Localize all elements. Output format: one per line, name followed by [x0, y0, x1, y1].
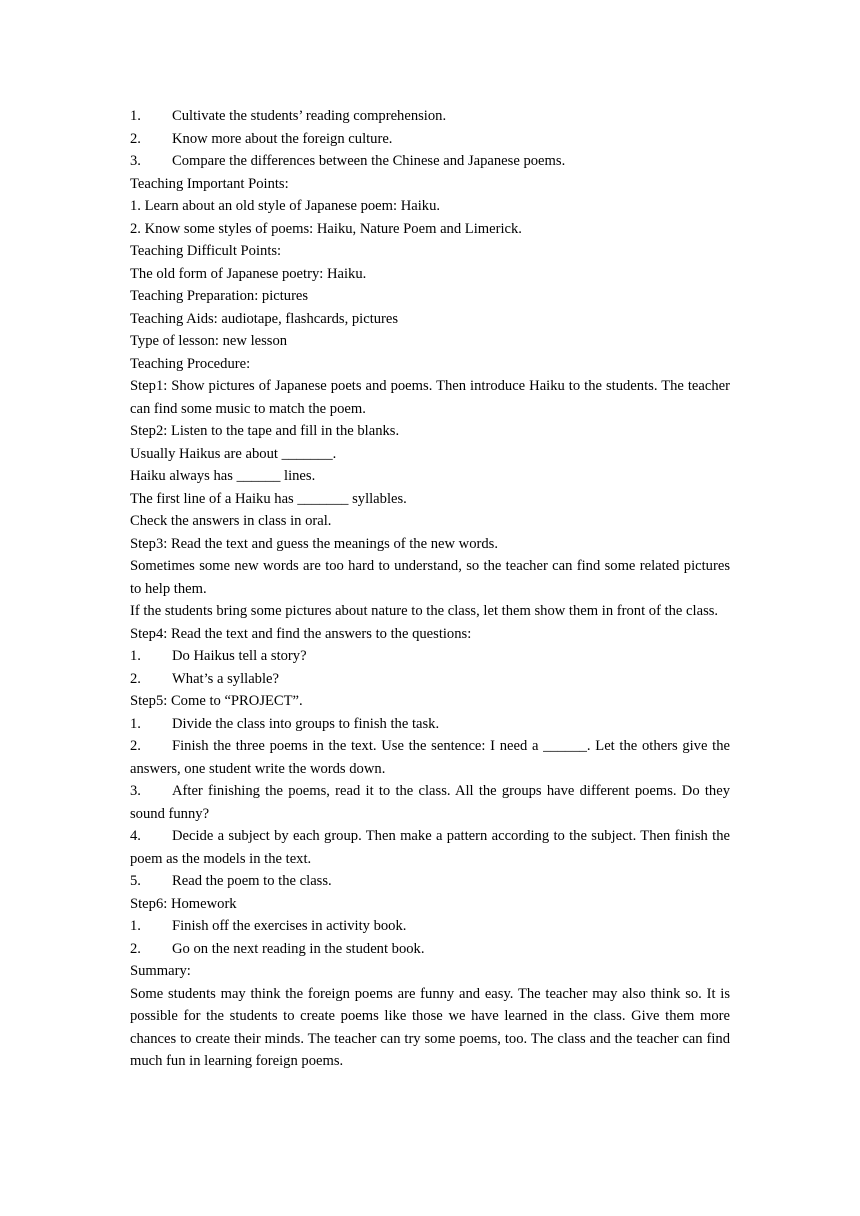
project-item	[130, 825, 730, 870]
item-text: Cultivate the students’ reading comprehension.	[172, 108, 447, 124]
step1-text: Step1: Show pictures of Japanese poets and poems. Then introduce Haiku to the students. The teacher can find some music to match the poem.	[130, 378, 730, 417]
item-number: 2.	[130, 130, 141, 147]
step2-check: Check the answers in class in oral.	[130, 513, 332, 529]
important-points-heading: Teaching Important Points:	[130, 175, 289, 192]
project-item	[130, 780, 730, 825]
summary-heading: Summary:	[130, 963, 191, 979]
step4-title: Step4: Read the text and find the answers to the questions:	[130, 625, 472, 642]
item-number: 1.	[130, 918, 141, 934]
lesson-type: Type of lesson: new lesson	[130, 333, 288, 349]
item-text: Go on the next reading in the student book.	[172, 940, 425, 957]
homework-item	[130, 915, 730, 938]
item-text: Finish the three poems in the text. Use the sentence: I need a ______. Let the others give the answers, one student write the words down.	[130, 738, 730, 777]
blank-sentence: The first line of a Haiku has _______ syllables.	[130, 490, 407, 507]
step3-paragraph: If the students bring some pictures about nature to the class, let them show them in front of the class.	[130, 603, 719, 619]
item-number: 4.	[130, 828, 141, 844]
question-item	[130, 645, 730, 668]
important-point: 2. Know some styles of poems: Haiku, Nature Poem and Limerick.	[130, 220, 522, 237]
teaching-preparation: Teaching Preparation: pictures	[130, 288, 309, 304]
item-number: 1.	[130, 108, 141, 124]
item-text: Do Haikus tell a story?	[172, 648, 307, 664]
blank-sentence: Haiku always has ______ lines.	[130, 468, 316, 484]
item-number: 1.	[130, 715, 141, 732]
item-number: 2.	[130, 738, 141, 754]
item-text: Decide a subject by each group. Then make a pattern according to the subject. Then finish the poem as the models in the text.	[130, 828, 730, 867]
item-number: 3.	[130, 153, 141, 169]
blank-sentence: Usually Haikus are about _______.	[130, 445, 337, 462]
summary-paragraph: Some students may think the foreign poems are funny and easy. The teacher may also think so. It is possible for the students to create poems like those we have learned in the class. Give them more chances to create their minds. The teacher can try some poems, too. The class and the teacher can find much fun in learning foreign poems.	[130, 985, 730, 1069]
difficult-points-heading: Teaching Difficult Points:	[130, 243, 282, 259]
question-item	[130, 668, 730, 691]
item-number: 2.	[130, 670, 141, 687]
item-text: Divide the class into groups to finish the task.	[172, 715, 440, 732]
step2-title: Step2: Listen to the tape and fill in the blanks.	[130, 423, 400, 439]
item-text: After finishing the poems, read it to the class. All the groups have different poems. Do they sound funny?	[130, 783, 730, 822]
item-text: Compare the differences between the Chinese and Japanese poems.	[172, 153, 566, 169]
step3-paragraph: Sometimes some new words are too hard to understand, so the teacher can find some related pictures to help them.	[130, 558, 730, 597]
item-text: Finish off the exercises in activity book.	[172, 918, 407, 934]
objective-item	[130, 128, 730, 151]
objective-item	[130, 150, 730, 173]
objective-item	[130, 105, 730, 128]
item-number: 1.	[130, 648, 141, 664]
item-text: Read the poem to the class.	[172, 873, 332, 889]
item-text: What’s a syllable?	[172, 670, 279, 687]
document-page	[130, 105, 730, 1073]
project-item	[130, 713, 730, 736]
homework-item	[130, 938, 730, 961]
teaching-aids: Teaching Aids: audiotape, flashcards, pictures	[130, 310, 399, 327]
project-item	[130, 870, 730, 893]
difficult-point: The old form of Japanese poetry: Haiku.	[130, 265, 367, 282]
item-text: Know more about the foreign culture.	[172, 130, 393, 147]
project-item	[130, 735, 730, 780]
item-number: 5.	[130, 873, 141, 889]
procedure-heading: Teaching Procedure:	[130, 355, 251, 372]
step6-title: Step6: Homework	[130, 895, 237, 912]
item-number: 2.	[130, 940, 141, 957]
step5-title: Step5: Come to “PROJECT”.	[130, 693, 303, 709]
important-point: 1. Learn about an old style of Japanese poem: Haiku.	[130, 198, 441, 214]
step3-title: Step3: Read the text and guess the meanings of the new words.	[130, 535, 499, 552]
item-number: 3.	[130, 783, 141, 799]
